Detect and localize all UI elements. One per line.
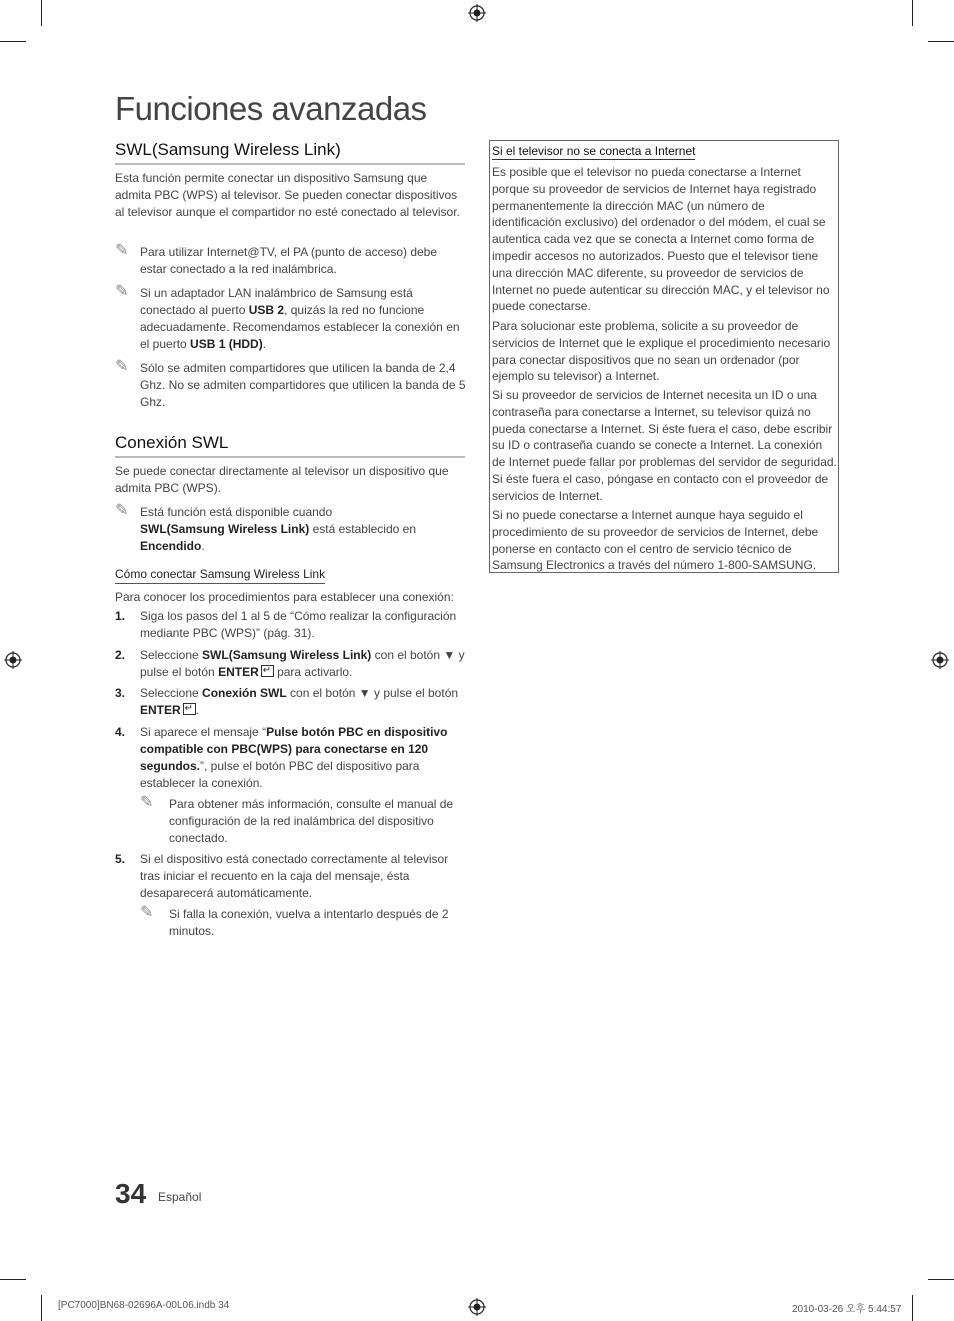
note-lan-adapter: ✎ Si un adaptador LAN inalámbrico de Samsung está conectado al puerto USB 2, quizás la red no funcione adecuadamente. Recomendamos establecer la conexión en el puerto USB 1 (HDD). [115,283,460,351]
note-more-info: ✎ Para obtener más información, consulte el manual de configuración de la red inalámbrica del dispositivo conectado. [140,794,454,845]
note-internet-tv: ✎ Para utilizar Internet@TV, el PA (punto de acceso) debe estar conectado a la red inalámbrica. [115,242,438,276]
enter-key-icon [261,665,274,677]
crop-mark [928,1279,954,1280]
info-box-heading: Si el televisor no se conecta a Internet [492,144,696,158]
info-box-paragraph: Para solucionar este problema, solicite a su proveedor de servicios de Internet que le explique el procedimiento necesario para conectar dispositivos que no sean un ordenador (por ejemplo su televisor) a Internet. [492,319,831,384]
swl-intro: Esta función permite conectar un dispositivo Samsung que admita PBC (WPS) al televisor. Se pueden conectar dispositivos al televisor aunque el compartidor no esté conectado al televisor. [115,171,460,219]
page-number: 34 [115,1178,147,1209]
step-item: 4. Si aparece el mensaje “Pulse botón PBC en dispositivo compatible con PBC(WPS) para conectarse en 120 segundos.”, pulse el botón PBC del dispositivo para establecer la conexión. [115,725,448,790]
pencil-note-icon: ✎ [115,242,129,259]
pencil-note-icon: ✎ [140,904,154,921]
crop-mark [41,1295,42,1321]
page-title: Funciones avanzadas [115,90,427,127]
note-band: ✎ Sólo se admiten compartidores que utilicen la banda de 2,4 Ghz. No se admiten compartidores que utilicen la banda de 5 Ghz. [115,358,466,409]
step-item: 1. Siga los pasos del 1 al 5 de “Cómo realizar la configuración mediante PBC (WPS)” (pág. 31). [115,609,457,640]
footer-date: 2010-03-26 오후 5:44:57 [792,1304,902,1315]
crop-mark [0,41,26,42]
note-function-available: ✎ Está función está disponible cuando SWL(Samsung Wireless Link) está establecido en Encendido. [115,502,417,553]
section-heading-conexion-swl: Conexión SWL [115,433,465,458]
pencil-note-icon: ✎ [140,794,154,811]
info-box-paragraph: Si no puede conectarse a Internet aunque haya seguido el procedimiento de su proveedor de servicios de Internet, debe ponerse en contacto con el centro de servicio técnico de Samsung Electronics a través del número 1-800-SAMSUNG. [492,508,819,573]
crop-mark [0,1279,26,1280]
step-item: 3. Seleccione Conexión SWL con el botón ▼ y pulse el botón ENTER↵ . [115,685,467,719]
pencil-note-icon: ✎ [115,283,129,300]
step-item: 5. Si el dispositivo está conectado correctamente al televisor tras iniciar el recuento en la caja del mensaje, ésta desaparecerá automáticamente. [115,852,449,900]
crop-mark [912,1295,913,1321]
info-box-paragraph: Es posible que el televisor no pueda conectarse a Internet porque su proveedor de servicios de Internet haya registrado permanentemente la dirección MAC (un número de identificación exclusivo) del ordenador o del módem, el cual se autentica cada vez que se conecta a Internet como forma de impedir accesos no autorizados. Puesto que el televisor tiene una dirección MAC diferente, su proveedor de servicios de Internet no puede autenticar su dirección MAC, y el televisor no puede conectarse. [492,165,830,314]
pencil-note-icon: ✎ [115,502,129,519]
info-box-paragraph: Si su proveedor de servicios de Internet necesita un ID o una contraseña para conectarse a Internet, su televisor quizá no pueda conectarse a Internet. Si éste fuera el caso, debe escribir su ID o contraseña cuando se conecte a Internet. La conexión de Internet puede fallar por problemas del servidor de seguridad. Si éste fuera el caso, póngase en contacto con el proveedor de servicios de Internet. [492,388,837,503]
enter-key-icon [183,703,196,715]
registration-mark-icon [468,4,486,22]
note-retry: ✎ Si falla la conexión, vuelva a intentarlo después de 2 minutos. [140,904,449,938]
page-language: Español [158,1190,202,1204]
info-box-no-internet [489,140,839,573]
sub-heading-how-to-connect: Cómo conectar Samsung Wireless Link [115,567,325,584]
registration-mark-icon [4,651,22,669]
step-item: 2. Seleccione SWL(Samsung Wireless Link) con el botón ▼ y pulse el botón ENTER↵ para activarlo. [115,647,467,681]
crop-mark [912,0,913,26]
section-heading-swl: SWL(Samsung Wireless Link) [115,140,465,165]
pencil-note-icon: ✎ [115,358,129,375]
conexion-intro: Se puede conectar directamente al televisor un dispositivo que admita PBC (WPS). [115,464,449,495]
crop-mark [928,41,954,42]
registration-mark-icon [468,1298,486,1316]
sub-intro: Para conocer los procedimientos para establecer una conexión: [115,590,454,604]
footer-file-info: [PC7000]BN68-02696A-00L06.indb 34 [58,1300,230,1311]
registration-mark-icon [931,651,949,669]
crop-mark [41,0,42,26]
